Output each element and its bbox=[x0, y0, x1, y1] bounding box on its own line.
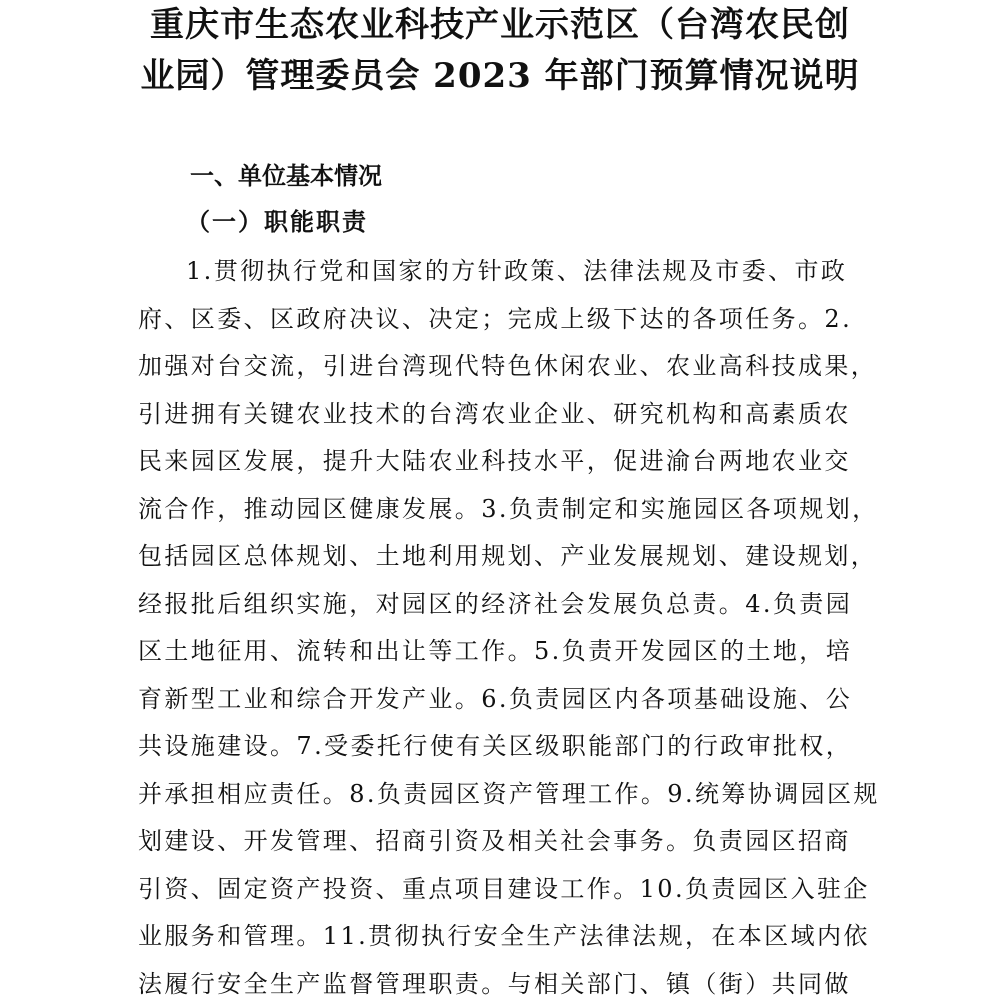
body-paragraph bbox=[0, 248, 1000, 1008]
body-line: 1.贯彻执行党和国家的方针政策、法律法规及市委、市政 bbox=[0, 248, 1000, 296]
body-line: 划建设、开发管理、招商引资及相关社会事务。负责园区招商 bbox=[0, 818, 1000, 866]
title-line-2: 业园）管理委员会 2023 年部门预算情况说明 bbox=[0, 51, 1000, 102]
body-line: 引资、固定资产投资、重点项目建设工作。10.负责园区入驻企 bbox=[0, 866, 1000, 914]
section-heading: 一、单位基本情况 bbox=[190, 156, 382, 196]
document-title bbox=[0, 0, 1000, 102]
body-line: 共设施建设。7.受委托行使有关区级职能部门的行政审批权， bbox=[0, 723, 1000, 771]
body-line: 加强对台交流，引进台湾现代特色休闲农业、农业高科技成果， bbox=[0, 343, 1000, 391]
body-line: 经报批后组织实施，对园区的经济社会发展负总责。4.负责园 bbox=[0, 581, 1000, 629]
body-line: 并承担相应责任。8.负责园区资产管理工作。9.统筹协调园区规 bbox=[0, 771, 1000, 819]
body-line: 流合作，推动园区健康发展。3.负责制定和实施园区各项规划， bbox=[0, 486, 1000, 534]
title-line-1: 重庆市生态农业科技产业示范区（台湾农民创 bbox=[0, 0, 1000, 51]
body-line: 民来园区发展，提升大陆农业科技水平，促进渝台两地农业交 bbox=[0, 438, 1000, 486]
body-line: 业服务和管理。11.贯彻执行安全生产法律法规，在本区域内依 bbox=[0, 913, 1000, 961]
body-line: 育新型工业和综合开发产业。6.负责园区内各项基础设施、公 bbox=[0, 676, 1000, 724]
subsection-heading: （一）职能职责 bbox=[186, 202, 368, 242]
body-line: 引进拥有关键农业技术的台湾农业企业、研究机构和高素质农 bbox=[0, 391, 1000, 439]
body-line: 法履行安全生产监督管理职责。与相关部门、镇（街）共同做 bbox=[0, 961, 1000, 1008]
body-line: 包括园区总体规划、土地利用规划、产业发展规划、建设规划， bbox=[0, 533, 1000, 581]
body-line: 区土地征用、流转和出让等工作。5.负责开发园区的土地，培 bbox=[0, 628, 1000, 676]
body-line: 府、区委、区政府决议、决定；完成上级下达的各项任务。2. bbox=[0, 296, 1000, 344]
